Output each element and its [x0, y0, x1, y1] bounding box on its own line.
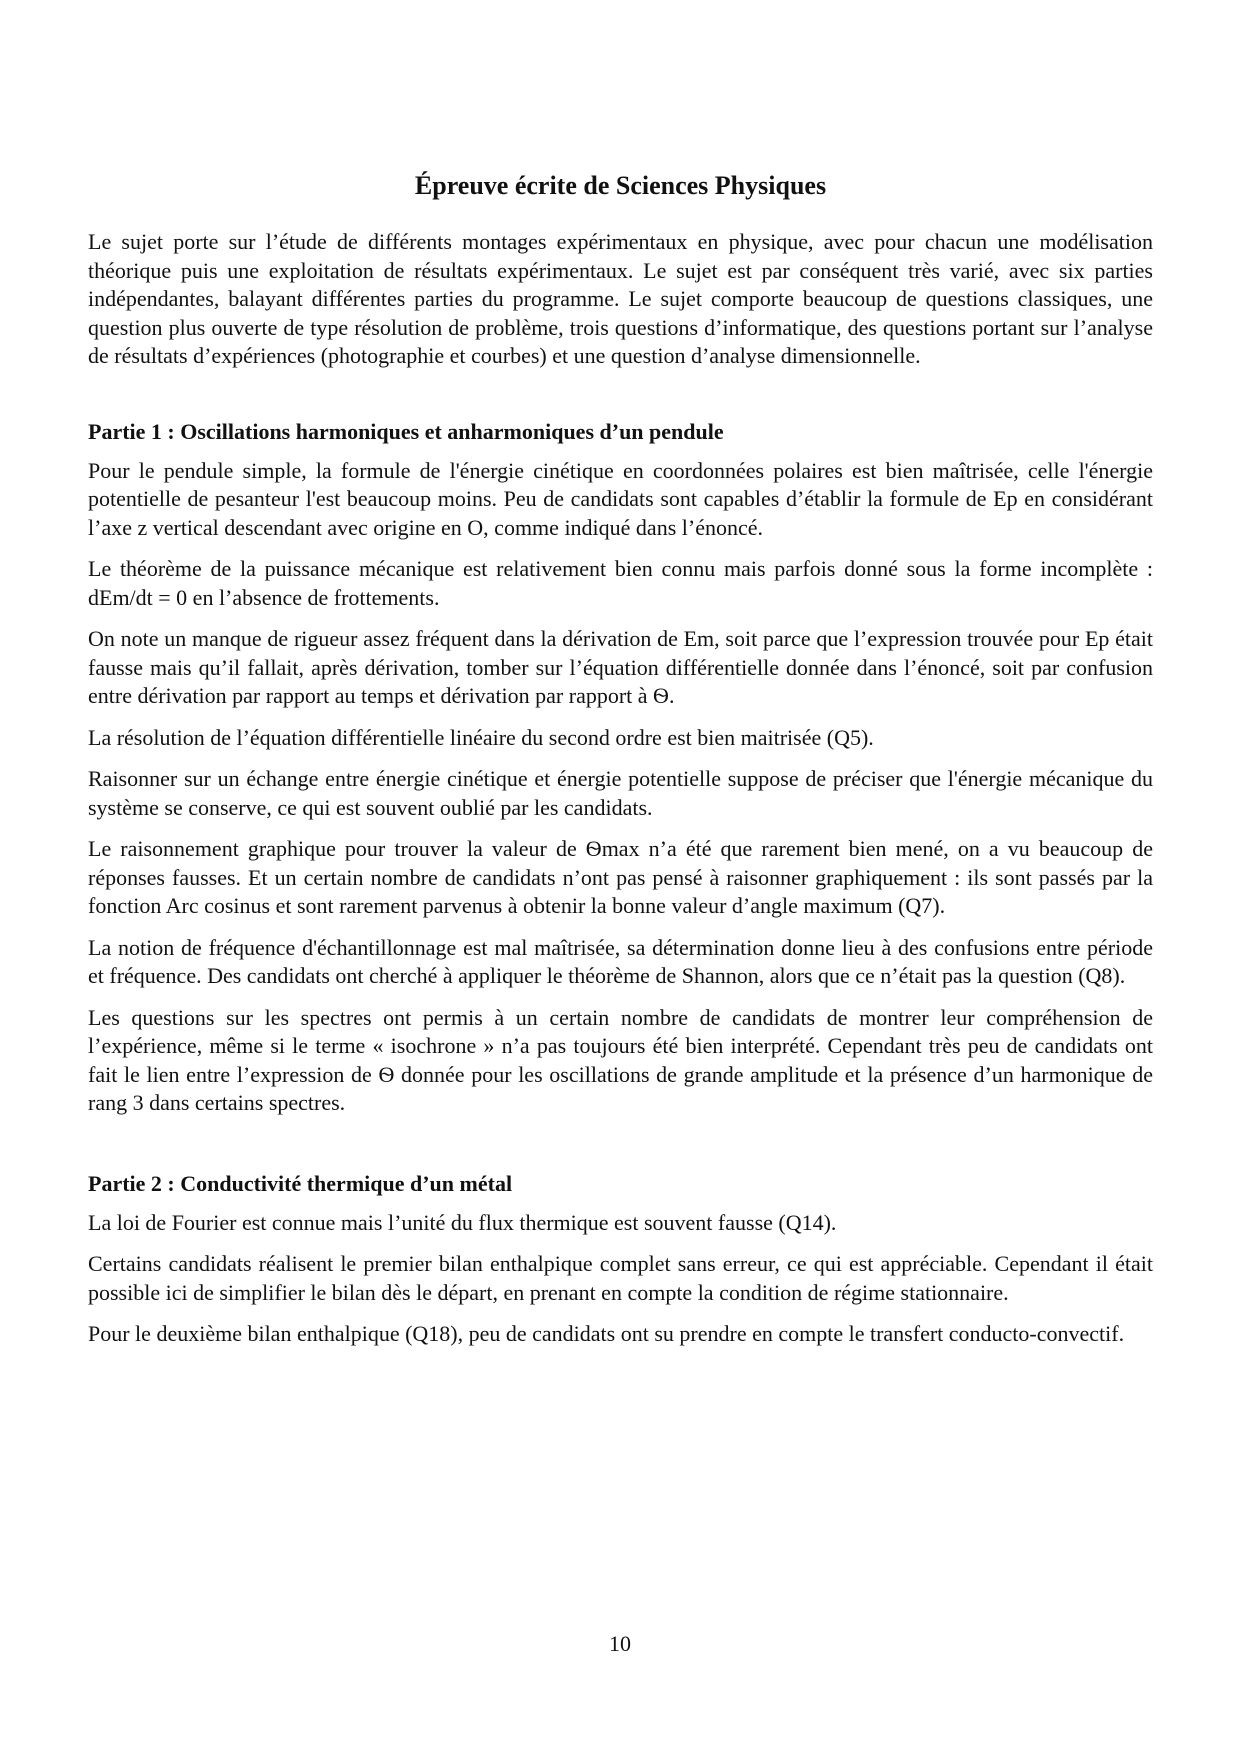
- part-1-paragraph: Pour le pendule simple, la formule de l'énergie cinétique en coordonnées polaires est bien maîtrisée, celle l'énergie potentielle de pesanteur l'est beaucoup moins. Peu de candidats sont capables d’établir la formule de Ep en considérant l’axe z vertical descendant avec origine en O, comme indiqué dans l’énoncé.: [88, 457, 1153, 540]
- part-1-paragraph: La résolution de l’équation différentielle linéaire du second ordre est bien maitrisée (Q5).: [88, 724, 874, 750]
- document-body: [88, 228, 1153, 1349]
- part-2-paragraph: Certains candidats réalisent le premier bilan enthalpique complet sans erreur, ce qui est appréciable. Cependant il était possible ici de simplifier le bilan dès le départ, en prenant en compte la condition de régime stationnaire.: [88, 1251, 1153, 1305]
- page-number: 10: [609, 1631, 631, 1656]
- part-1-paragraph: La notion de fréquence d'échantillonnage est mal maîtrisée, sa détermination donne lieu à des confusions entre période et fréquence. Des candidats ont cherché à appliquer le théorème de Shannon, alors que ce n’était pas la question (Q8).: [88, 934, 1153, 988]
- part-2-paragraph: La loi de Fourier est connue mais l’unité du flux thermique est souvent fausse (Q14).: [88, 1209, 837, 1235]
- section-heading-part-2: Partie 2 : Conductivité thermique d’un métal: [88, 1170, 513, 1196]
- section-part-1: [88, 418, 1153, 1118]
- section-part-2: [88, 1170, 1153, 1349]
- part-1-paragraph: Les questions sur les spectres ont permis à un certain nombre de candidats de montrer leur compréhension de l’expérience, même si le terme « isochrone » n’a pas toujours été bien interprété. Cependant très peu de candidats ont fait le lien entre l’expression de Ѳ donnée pour les oscillations de grande amplitude et la présence d’un harmonique de rang 3 dans certains spectres.: [88, 1004, 1153, 1115]
- document-title: Épreuve écrite de Sciences Physiques: [414, 171, 827, 200]
- intro-paragraph: Le sujet porte sur l’étude de différents montages expérimentaux en physique, avec pour chacun une modélisation théorique puis une exploitation de résultats expérimentaux. Le sujet est par conséquent très varié, avec six parties indépendantes, balayant différentes parties du programme. Le sujet comporte beaucoup de questions classiques, une question plus ouverte de type résolution de problème, trois questions d’informatique, des questions portant sur l’analyse de résultats d’expériences (photographie et courbes) et une question d’analyse dimensionnelle.: [88, 229, 1153, 368]
- part-1-paragraph: Raisonner sur un échange entre énergie cinétique et énergie potentielle suppose de préciser que l'énergie mécanique du système se conserve, ce qui est souvent oublié par les candidats.: [88, 766, 1153, 820]
- section-heading-part-1: Partie 1 : Oscillations harmoniques et anharmoniques d’un pendule: [88, 418, 724, 444]
- part-1-paragraph: Le raisonnement graphique pour trouver la valeur de Ѳmax n’a été que rarement bien mené, on a vu beaucoup de réponses fausses. Et un certain nombre de candidats n’ont pas pensé à raisonner graphiquement : ils sont passés par la fonction Arc cosinus et sont rarement parvenus à obtenir la bonne valeur d’angle maximum (Q7).: [88, 836, 1153, 918]
- part-1-paragraph: On note un manque de rigueur assez fréquent dans la dérivation de Em, soit parce que l’expression trouvée pour Ep était fausse mais qu’il fallait, après dérivation, tomber sur l’équation différentielle donnée dans l’énoncé, soit par confusion entre dérivation par rapport au temps et dérivation par rapport à Ѳ.: [88, 626, 1153, 708]
- part-1-paragraph: Le théorème de la puissance mécanique est relativement bien connu mais parfois donné sous la forme incomplète : dEm/dt = 0 en l’absence de frottements.: [88, 556, 1153, 610]
- part-2-paragraph: Pour le deuxième bilan enthalpique (Q18), peu de candidats ont su prendre en compte le transfert conducto-convectif.: [88, 1321, 1125, 1346]
